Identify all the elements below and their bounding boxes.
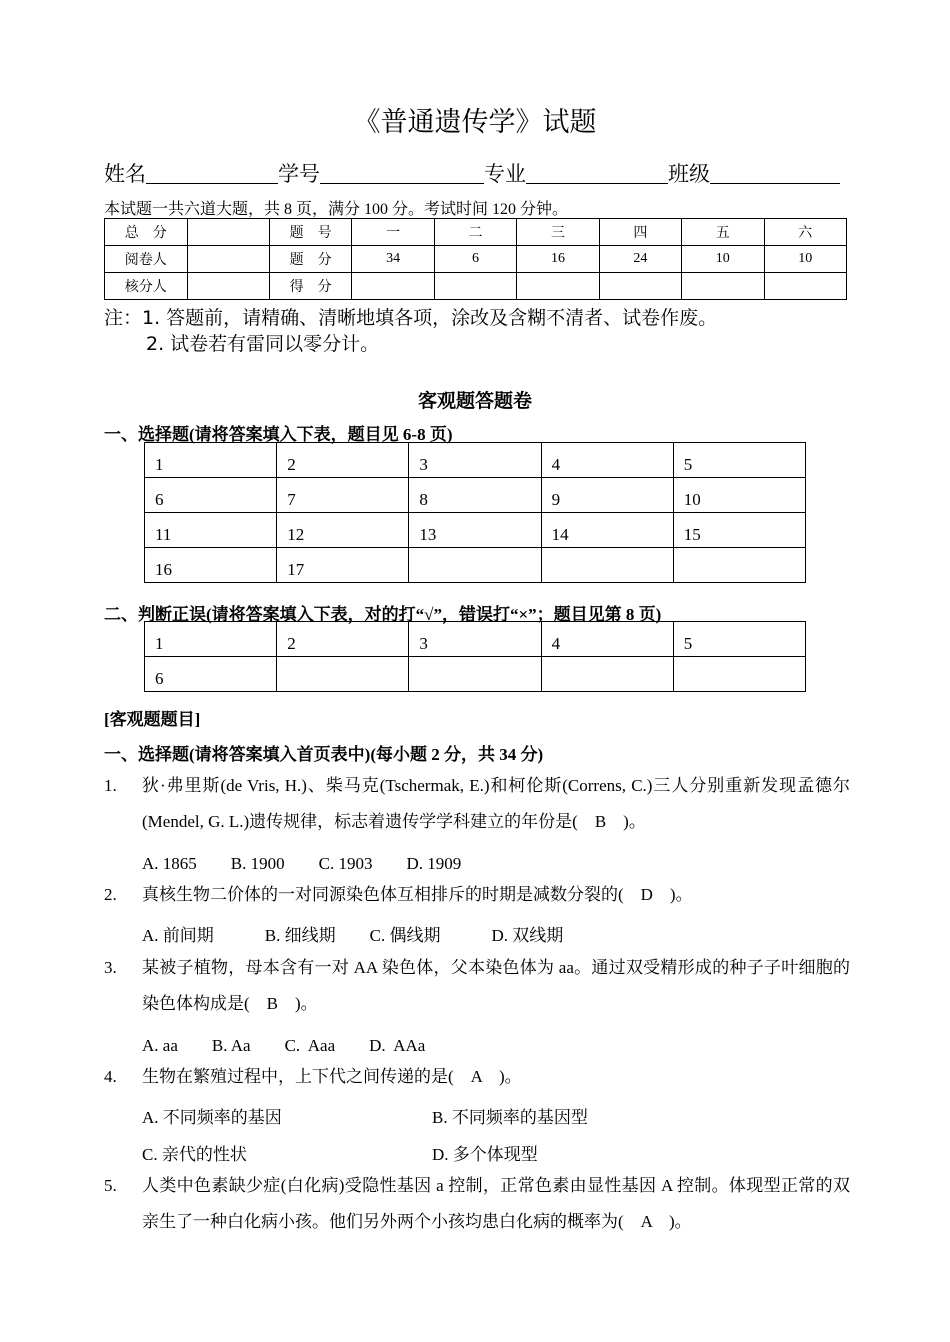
question-2: [104, 877, 850, 913]
answer-cell[interactable]: 16: [145, 548, 277, 583]
question-number: 2.: [104, 885, 117, 904]
question-5: [104, 1168, 850, 1240]
score-cell: 10: [682, 246, 764, 273]
answer-cell[interactable]: 10: [673, 478, 805, 513]
question-1-options: A. 1865 B. 1900 C. 1903 D. 1909: [142, 854, 462, 873]
answer-cell[interactable]: 9: [541, 478, 673, 513]
score-cell: 一: [352, 219, 434, 246]
score-cell: 6: [434, 246, 516, 273]
answer-cell[interactable]: [409, 657, 541, 692]
id-label: 学号: [278, 162, 320, 186]
score-cell[interactable]: [352, 273, 434, 300]
answer-cell[interactable]: [277, 657, 409, 692]
name-label: 姓名: [104, 162, 146, 186]
section1-repeat-heading: 一、选择题(请将答案填入首页表中)(每小题 2 分，共 34 分): [104, 745, 544, 764]
name-field[interactable]: [146, 162, 278, 184]
question-4-option-a: A. 不同频率的基因: [142, 1108, 282, 1127]
warning-1: 注：1. 答题前，请精确、清晰地填各项，涂改及含糊不清者、试卷作废。: [104, 307, 718, 329]
question-3: [104, 950, 850, 1022]
grid-row: [145, 548, 806, 583]
score-cell: 24: [599, 246, 681, 273]
question-text: 某被子植物，母本含有一对 AA 染色体，父本染色体为 aa。通过双受精形成的种子子叶细胞的染色体构成是( B )。: [142, 958, 850, 1013]
answer-cell[interactable]: 8: [409, 478, 541, 513]
score-cell: 34: [352, 246, 434, 273]
question-4-option-d: D. 多个体现型: [432, 1145, 538, 1164]
score-cell: 题 号: [269, 219, 352, 246]
score-cell: 四: [599, 219, 681, 246]
major-label: 专业: [484, 162, 526, 186]
question-text: 真核生物二价体的一对同源染色体互相排斥的时期是减数分裂的( D )。: [142, 885, 693, 904]
grid-row: [145, 513, 806, 548]
question-number: 3.: [104, 958, 117, 977]
score-cell: 题 分: [269, 246, 352, 273]
question-4-option-b: B. 不同频率的基因型: [432, 1108, 588, 1127]
question-number: 5.: [104, 1176, 117, 1195]
score-cell: 核分人: [105, 273, 188, 300]
grid-row: [145, 443, 806, 478]
answer-cell[interactable]: 2: [277, 443, 409, 478]
question-4-option-c: C. 亲代的性状: [142, 1145, 247, 1164]
choice-answer-grid: [144, 442, 806, 583]
section1-heading: 一、选择题(请将答案填入下表，题目见 6-8 页): [104, 425, 453, 444]
score-cell[interactable]: [682, 273, 764, 300]
id-field[interactable]: [320, 162, 484, 184]
grid-row: [145, 622, 806, 657]
section2-heading: 二、判断正误(请将答案填入下表，对的打“√”，错误打“×”；题目见第 8 页): [104, 605, 662, 624]
score-cell: 三: [517, 219, 599, 246]
major-field[interactable]: [526, 162, 668, 184]
class-field[interactable]: [710, 162, 840, 184]
answer-cell[interactable]: 6: [145, 657, 277, 692]
exam-note: 本试题一共六道大题，共 8 页，满分 100 分。考试时间 120 分钟。: [104, 201, 569, 218]
answer-cell[interactable]: 4: [541, 443, 673, 478]
answer-cell[interactable]: 7: [277, 478, 409, 513]
score-cell: 阅卷人: [105, 246, 188, 273]
objective-label: [客观题题目]: [104, 710, 201, 729]
score-cell[interactable]: [187, 273, 269, 300]
question-1: [104, 768, 850, 840]
class-label: 班级: [668, 162, 710, 186]
score-cell[interactable]: [187, 219, 269, 246]
question-2-options: A. 前间期 B. 细线期 C. 偶线期 D. 双线期: [142, 926, 564, 945]
score-cell[interactable]: [517, 273, 599, 300]
question-text: 人类中色素缺少症(白化病)受隐性基因 a 控制，正常色素由显性基因 A 控制。体现型正常的双亲生了一种白化病小孩。他们另外两个小孩均患白化病的概率为( A )。: [142, 1176, 850, 1231]
question-text: 生物在繁殖过程中，上下代之间传递的是( A )。: [142, 1067, 522, 1086]
answer-cell[interactable]: 2: [277, 622, 409, 657]
answer-cell[interactable]: 5: [673, 622, 805, 657]
answer-cell[interactable]: 5: [673, 443, 805, 478]
answer-cell[interactable]: 12: [277, 513, 409, 548]
answer-cell[interactable]: 3: [409, 443, 541, 478]
grid-row: [145, 478, 806, 513]
answer-cell[interactable]: 15: [673, 513, 805, 548]
score-cell: 得 分: [269, 273, 352, 300]
answer-cell[interactable]: 3: [409, 622, 541, 657]
answer-cell[interactable]: 6: [145, 478, 277, 513]
question-3-options: A. aa B. Aa C. Aaa D. AAa: [142, 1036, 426, 1055]
student-info-line: [104, 158, 840, 188]
score-cell[interactable]: [599, 273, 681, 300]
score-cell: 总 分: [105, 219, 188, 246]
score-cell: 二: [434, 219, 516, 246]
warning-2: 2. 试卷若有雷同以零分计。: [146, 333, 380, 355]
answer-cell[interactable]: [541, 657, 673, 692]
answer-cell[interactable]: [673, 657, 805, 692]
answer-cell[interactable]: 4: [541, 622, 673, 657]
score-cell: 16: [517, 246, 599, 273]
question-number: 4.: [104, 1067, 117, 1086]
score-cell: 六: [764, 219, 846, 246]
answer-cell[interactable]: [541, 548, 673, 583]
score-row: [105, 219, 847, 246]
true-false-answer-grid: [144, 621, 806, 692]
grid-row: [145, 657, 806, 692]
page-title: 《普通遗传学》试题: [353, 107, 597, 137]
question-number: 1.: [104, 776, 117, 795]
score-cell: 五: [682, 219, 764, 246]
answer-cell[interactable]: [673, 548, 805, 583]
answer-cell[interactable]: 1: [145, 622, 277, 657]
score-cell[interactable]: [434, 273, 516, 300]
score-row: [105, 273, 847, 300]
answer-cell[interactable]: [409, 548, 541, 583]
question-text: 狄·弗里斯(de Vris, H.)、柴马克(Tschermak, E.)和柯伦斯(Correns, C.)三人分别重新发现孟德尔(Mendel, G. L.)遗传规律，标志着遗传学学科建立的年份是( B )。: [142, 776, 850, 831]
score-cell: 10: [764, 246, 846, 273]
answer-cell[interactable]: 1: [145, 443, 277, 478]
answer-cell[interactable]: 11: [145, 513, 277, 548]
answer-sheet-title: 客观题答题卷: [417, 391, 532, 412]
answer-cell[interactable]: 17: [277, 548, 409, 583]
answer-cell[interactable]: 14: [541, 513, 673, 548]
answer-cell[interactable]: 13: [409, 513, 541, 548]
score-table: [104, 218, 847, 300]
score-row: [105, 246, 847, 273]
score-cell[interactable]: [764, 273, 846, 300]
score-cell[interactable]: [187, 246, 269, 273]
question-4: [104, 1059, 850, 1095]
